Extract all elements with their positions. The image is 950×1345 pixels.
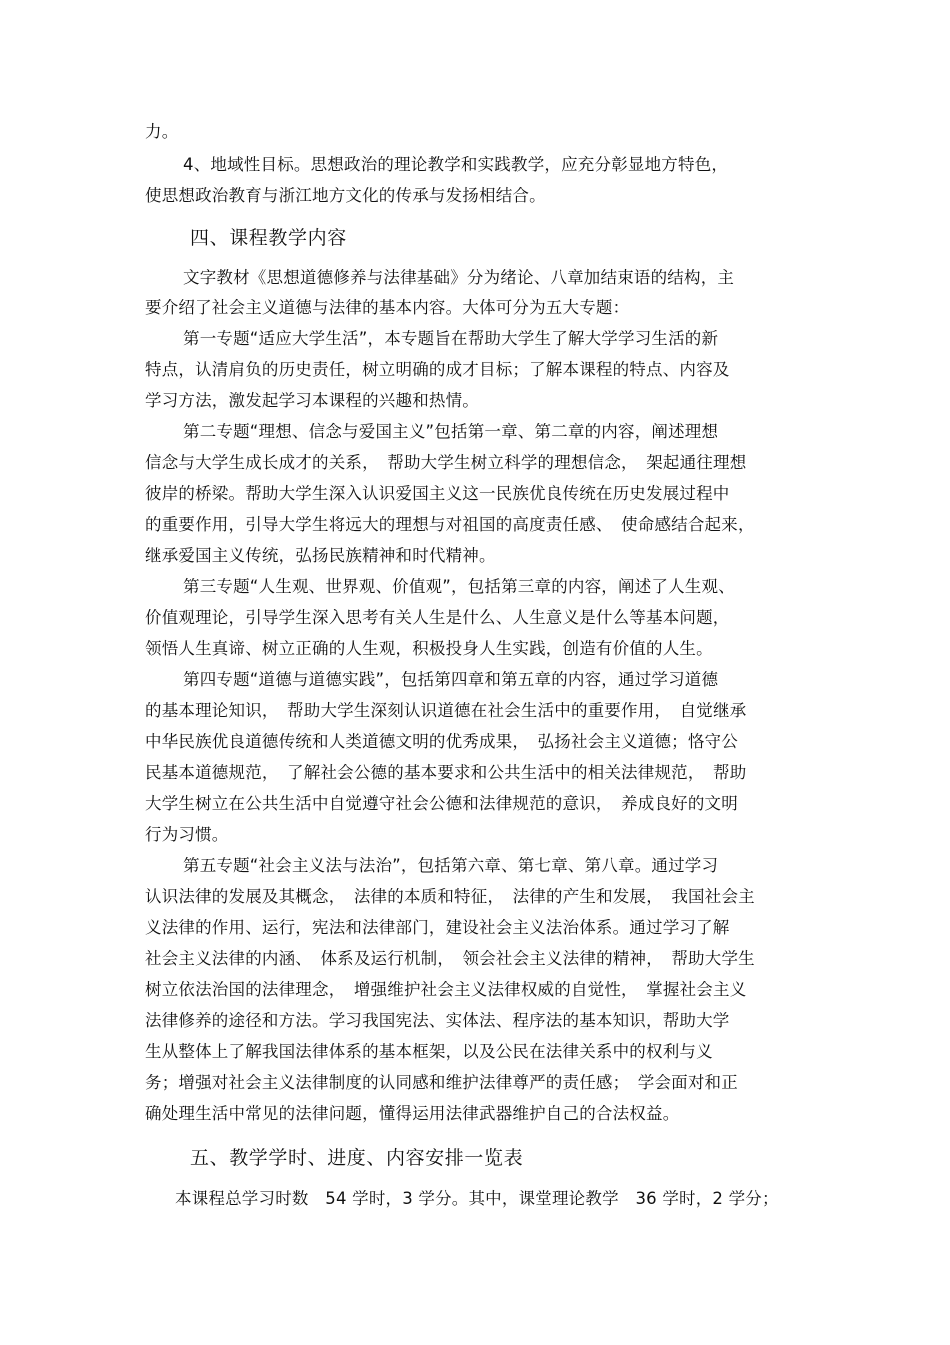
text-line: 学习方法，激发起学习本课程的兴趣和热情。 xyxy=(145,391,479,410)
text-line: 社会主义法律的内涵、 体系及运行机制， 领会社会主义法律的精神， 帮助大学生 xyxy=(145,949,755,968)
section-heading-5: 五、教学学时、进度、内容安排一览表 xyxy=(190,1147,524,1169)
text-line: 继承爱国主义传统，弘扬民族精神和时代精神。 xyxy=(145,546,496,565)
text-line: 确处理生活中常见的法律问题，懂得运用法律武器维护自己的合法权益。 xyxy=(145,1104,680,1123)
text-line: 生从整体上了解我国法律体系的基本框架，以及公民在法律关系中的权利与义 xyxy=(145,1042,713,1061)
text-line: 中华民族优良道德传统和人类道德文明的优秀成果， 弘扬社会主义道德；恪守公 xyxy=(145,732,738,751)
text-line: 务；增强对社会主义法律制度的认同感和维护法律尊严的责任感； 学会面对和正 xyxy=(145,1073,738,1092)
text-line: 价值观理论，引导学生深入思考有关人生是什么、人生意义是什么等基本问题， xyxy=(145,608,730,627)
text-line: 认识法律的发展及其概念， 法律的本质和特征， 法律的产生和发展， 我国社会主 xyxy=(145,887,755,906)
text-line: 彼岸的桥梁。帮助大学生深入认识爱国主义这一民族优良传统在历史发展过程中 xyxy=(145,484,730,503)
text-line: 第二专题“理想、信念与爱国主义”包括第一章、第二章的内容，阐述理想 xyxy=(183,422,719,441)
text-line: 义法律的作用、运行，宪法和法律部门，建设社会主义法治体系。通过学习了解 xyxy=(145,918,730,937)
text-line: 特点，认清肩负的历史责任，树立明确的成才目标；了解本课程的特点、内容及 xyxy=(145,360,730,379)
text-line: 的重要作用，引导大学生将远大的理想与对祖国的高度责任感、 使命感结合起来， xyxy=(145,515,755,534)
text-line: 使思想政治教育与浙江地方文化的传承与发扬相结合。 xyxy=(145,186,546,205)
text-line: 第一专题“适应大学生活”，本专题旨在帮助大学生了解大学学习生活的新 xyxy=(183,329,719,348)
text-line: 力。 xyxy=(145,122,179,141)
text-line: 法律修养的途径和方法。学习我国宪法、实体法、程序法的基本知识，帮助大学 xyxy=(145,1011,730,1030)
text-line: 领悟人生真谛、树立正确的人生观，积极投身人生实践，创造有价值的人生。 xyxy=(145,639,713,658)
text-line: 民基本道德规范， 了解社会公德的基本要求和公共生活中的相关法律规范， 帮助 xyxy=(145,763,747,782)
section-heading-4: 四、课程教学内容 xyxy=(190,227,347,249)
text-line: 信念与大学生成长成才的关系， 帮助大学生树立科学的理想信念， 架起通往理想 xyxy=(145,453,747,472)
text-line: 第五专题“社会主义法与法治”，包括第六章、第七章、第八章。通过学习 xyxy=(183,856,719,875)
text-line: 的基本理论知识， 帮助大学生深刻认识道德在社会生活中的重要作用， 自觉继承 xyxy=(145,701,747,720)
text-line: 第四专题“道德与道德实践”，包括第四章和第五章的内容，通过学习道德 xyxy=(183,670,719,689)
text-line: 本课程总学习时数 54 学时，3 学分。其中，课堂理论教学 36 学时，2 学分； xyxy=(175,1189,779,1208)
text-line: 树立依法治国的法律理念， 增强维护社会主义法律权威的自觉性， 掌握社会主义 xyxy=(145,980,747,999)
text-line: 行为习惯。 xyxy=(145,825,229,844)
text-line: 文字教材《思想道德修养与法律基础》分为绪论、八章加结束语的结构，主 xyxy=(183,268,735,287)
text-line: 4、地域性目标。思想政治的理论教学和实践教学，应充分彰显地方特色， xyxy=(183,155,729,174)
text-line: 第三专题“人生观、世界观、价值观”，包括第三章的内容，阐述了人生观、 xyxy=(183,577,735,596)
text-line: 大学生树立在公共生活中自觉遵守社会公德和法律规范的意识， 养成良好的文明 xyxy=(145,794,738,813)
text-line: 要介绍了社会主义道德与法律的基本内容。大体可分为五大专题： xyxy=(145,298,630,317)
